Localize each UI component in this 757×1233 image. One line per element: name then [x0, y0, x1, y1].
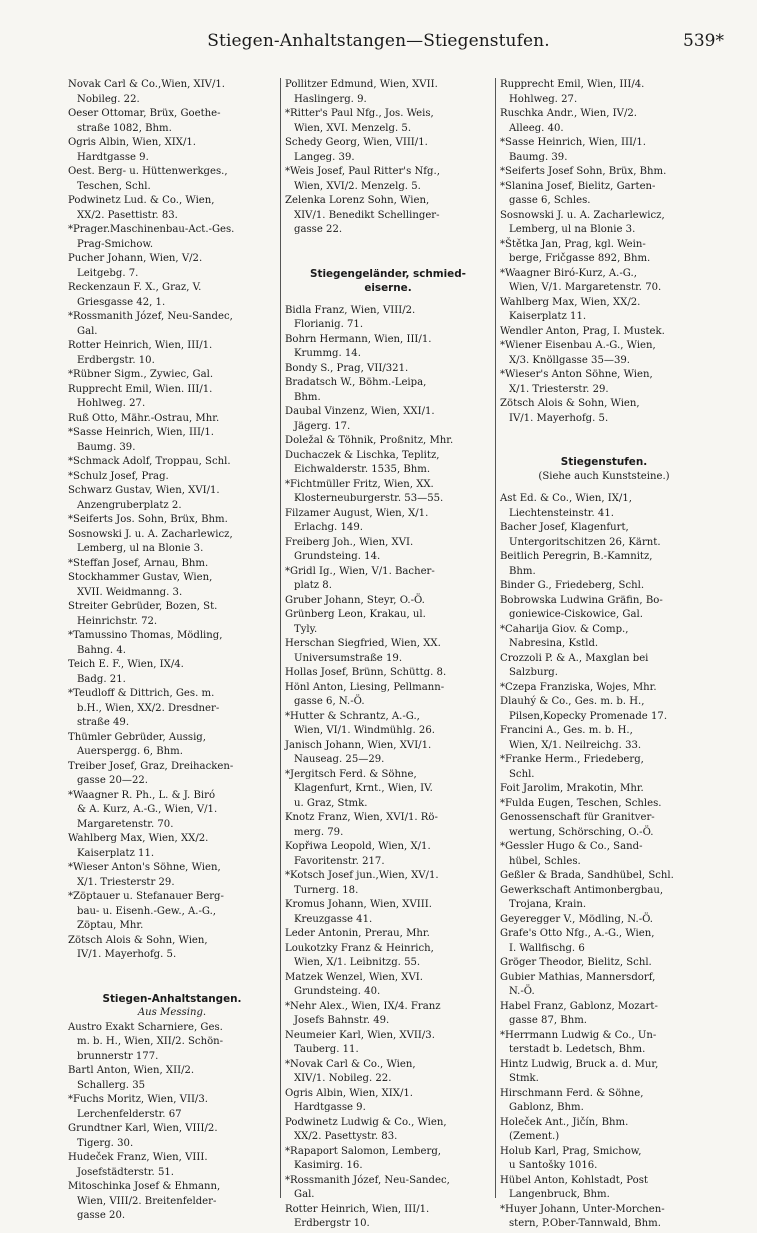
entry-continuation: Wien, V/1. Margaretenstr. 70. — [509, 282, 662, 293]
entry-line: Bondy S., Prag, VII/321. — [285, 362, 409, 374]
entry-line: Holub Karl, Prag, Smichow, — [500, 1145, 642, 1157]
entry-line: Ast Ed. & Co., Wien, IX/1, — [500, 493, 632, 504]
entry-line: Gewerkschaft Antimonbergbau, — [500, 884, 664, 896]
entry-line: Stockhammer Gustav, Wien, — [68, 572, 213, 583]
entry-continuation: terstadt b. Ledetsch, Bhm. — [509, 1044, 646, 1055]
entry-continuation: Hardtgasse 9. — [77, 151, 149, 163]
entry-line: Hudeček Franz, Wien, VIII. — [68, 1152, 208, 1163]
entry-line: Zötsch Alois & Sohn, Wien, — [500, 398, 640, 409]
column-rule — [280, 78, 281, 1198]
entry-line: *Rübner Sigm., Zywiec, Gal. — [68, 369, 214, 380]
entry-line: Treiber Josef, Graz, Dreihacken- — [68, 760, 234, 772]
entry-continuation: XX/2. Pasettistr. 83. — [77, 209, 178, 221]
entry-continuation: Zöptau, Mhr. — [77, 920, 144, 931]
entry-line: *Schmack Adolf, Troppau, Schl. — [68, 456, 231, 467]
entry-continuation: gasse 6, N.-Ö. — [294, 696, 365, 707]
entry-continuation: Wien, X/1. Leibnitzg. 55. — [294, 957, 421, 968]
entry-continuation: Schl. — [509, 768, 535, 780]
entry-line: *Zöptauer u. Stefanauer Berg- — [68, 891, 224, 902]
entry-continuation: Erlachg. 149. — [294, 522, 363, 533]
entry-line: *Tamussino Thomas, Mödling, — [68, 630, 223, 641]
entry-continuation: Baumg. 39. — [77, 441, 136, 453]
spacer — [500, 441, 708, 456]
entry-continuation: X/3. Knöllgasse 35—39. — [509, 354, 631, 366]
entry-line: *Rossmanith Józef, Neu-Sandec, — [68, 311, 233, 322]
entry-line: *Ritter's Paul Nfg., Jos. Weis, — [285, 108, 434, 119]
entry-line: Leder Antonin, Prerau, Mhr. — [285, 928, 430, 939]
entry-line: Freiberg Joh., Wien, XVI. — [285, 536, 414, 548]
entry-continuation: X/1. Triesterstr 29. — [77, 876, 175, 888]
entry-continuation: hübel, Schles. — [509, 855, 581, 867]
entry-line: Wahlberg Max, Wien, XX/2. — [68, 833, 209, 844]
entry-line: Ogris Albin, Wien, XIX/1. — [68, 137, 197, 148]
entry-line: Matzek Wenzel, Wien, XVI. — [285, 971, 423, 983]
entry-line: *Jergitsch Ferd. & Söhne, — [285, 768, 417, 780]
entry-continuation: Nobileg. 22. — [77, 93, 140, 105]
entry-line: Hollas Josef, Brünn, Schüttg. 8. — [285, 667, 447, 678]
entry-continuation: Wien, XVI/2. Menzelg. 5. — [294, 180, 421, 192]
entry-continuation: Gal. — [77, 325, 98, 337]
entry-continuation: Haslingerg. 9. — [294, 93, 367, 105]
entry-line: Austro Exakt Scharniere, Ges. — [68, 1021, 223, 1033]
entry-line: Bobrowska Ludwina Gräfin, Bo- — [500, 594, 663, 606]
section-heading: Stiegenstufen. — [560, 456, 648, 468]
entry-line: Neumeier Karl, Wien, XVII/3. — [285, 1029, 435, 1041]
entry-line: Hirschmann Ferd. & Söhne, — [500, 1087, 644, 1099]
entry-line: Sosnowski J. u. A. Zacharlewicz, — [500, 209, 665, 221]
entry-continuation: u Santošky 1016. — [509, 1160, 598, 1171]
entry-continuation: gasse 20—22. — [77, 775, 149, 786]
entry-line: Gröger Theodor, Bielitz, Schl. — [500, 957, 652, 968]
entry-continuation: Badg. 21. — [77, 673, 126, 685]
entry-continuation: Kaiserplatz 11. — [77, 847, 155, 859]
entry-line: Ruß Otto, Mähr.-Ostrau, Mhr. — [68, 412, 220, 424]
entry-line: Rupprecht Emil, Wien. III/1. — [68, 383, 213, 395]
entry-continuation: Bhm. — [509, 565, 536, 577]
entry-continuation: Florianig. 71. — [294, 319, 364, 330]
column-3 — [500, 78, 708, 1229]
entry-line: *Wiener Eisenbau A.-G., Wien, — [500, 340, 656, 351]
entry-line: Beitlich Peregrin, B.-Kamnitz, — [500, 551, 653, 562]
entry-continuation: Prag-Smichow. — [77, 238, 154, 250]
entry-line: Novak Carl & Co.,Wien, XIV/1. — [68, 79, 225, 90]
entry-line: *Waagner Biró-Kurz, A.-G., — [500, 267, 637, 279]
entry-line: Hönl Anton, Liesing, Pellmann- — [285, 681, 445, 693]
spacer — [68, 963, 276, 978]
entry-continuation: Leitgebg. 7. — [77, 267, 139, 279]
entry-continuation: Teschen, Schl. — [77, 180, 151, 192]
entry-continuation: I. Wallfischg. 6 — [509, 942, 585, 954]
entry-continuation: Auerspergg. 6, Bhm. — [77, 746, 183, 757]
entry-continuation: Alleeg. 40. — [509, 122, 564, 134]
entry-line: Francini A., Ges. m. b. H., — [500, 725, 633, 736]
entry-line: Wendler Anton, Prag, I. Mustek. — [500, 325, 665, 337]
entry-continuation: stern, P.Ober-Tannwald, Bhm. — [509, 1218, 661, 1229]
entry-continuation: Erdbergstr. 10. — [77, 354, 155, 366]
entry-line: Loukotzky Franz & Heinrich, — [285, 942, 434, 954]
entry-line: *Rossmanith Józef, Neu-Sandec, — [285, 1174, 450, 1186]
entry-continuation: goniewice-Ciskowice, Gal. — [509, 609, 643, 620]
entry-continuation: Bhm. — [294, 391, 321, 403]
entry-line: *Seiferts Jos. Sohn, Brüx, Bhm. — [68, 514, 228, 525]
entry-continuation: IV/1. Mayerhofg. 5. — [509, 412, 609, 424]
entry-line: Schwarz Gustav, Wien, XVI/1. — [68, 485, 220, 496]
entry-line: Daubal Vinzenz, Wien, XXI/1. — [285, 406, 435, 417]
entry-continuation: Grundsteing. 40. — [294, 986, 381, 997]
entry-line: *Hutter & Schrantz, A.-G., — [285, 710, 420, 722]
section-heading: Stiegen-Anhaltstangen. — [102, 992, 242, 1005]
entry-line: Reckenzaun F. X., Graz, V. — [68, 282, 202, 293]
entry-line: *Wieser's Anton Söhne, Wien, — [500, 369, 653, 380]
entry-continuation: Turnerg. 18. — [294, 884, 359, 896]
entry-line: Geßler & Brada, Sandhübel, Schl. — [500, 870, 674, 881]
entry-line: Zötsch Alois & Sohn, Wien, — [68, 934, 208, 946]
entry-continuation: gasse 6, Schles. — [509, 195, 591, 206]
entry-line: *Fuchs Moritz, Wien, VII/3. — [68, 1094, 208, 1105]
entry-line: *Teudloff & Dittrich, Ges. m. — [68, 688, 215, 699]
entry-continuation: Heinrichstr. 72. — [77, 615, 158, 627]
entry-line: Dlauhý & Co., Ges. m. b. H., — [500, 696, 645, 707]
entry-continuation: XX/2. Pasettystr. 83. — [294, 1131, 398, 1142]
entry-continuation: Bahng. 4. — [77, 644, 126, 656]
entry-line: Foit Jarolim, Mrakotin, Mhr. — [500, 783, 644, 794]
entry-continuation: Kreuzgasse 41. — [294, 913, 373, 925]
entry-continuation: Griesgasse 42, 1. — [77, 296, 166, 308]
column-rule — [495, 78, 496, 1198]
entry-continuation: & A. Kurz, A.-G., Wien, V/1. — [77, 804, 218, 815]
entry-line: Ruschka Andr., Wien, IV/2. — [500, 108, 637, 119]
entry-continuation: Josefstädterstr. 51. — [77, 1166, 175, 1178]
entry-continuation: Schallerg. 35 — [77, 1079, 146, 1091]
entry-line: *Rapaport Salomon, Lemberg, — [285, 1145, 441, 1157]
entry-line: *Gridl Ig., Wien, V/1. Bacher- — [285, 565, 435, 577]
entry-continuation: Tauberg. 11. — [294, 1044, 359, 1055]
section-heading: eiserne. — [364, 282, 412, 294]
spacer — [68, 977, 276, 992]
entry-continuation: X/1. Triesterstr. 29. — [509, 383, 609, 395]
entry-line: *Huyer Johann, Unter-Morchen- — [500, 1203, 665, 1215]
entry-continuation: Universumstraße 19. — [294, 652, 403, 664]
entry-continuation: Erdbergstr 10. — [294, 1218, 370, 1229]
entry-line: Geyeregger V., Mödling, N.-Ö. — [500, 913, 653, 925]
entry-line: *Fichtmüller Fritz, Wien, XX. — [285, 478, 434, 490]
entry-line: Grundtner Karl, Wien, VIII/2. — [68, 1123, 218, 1134]
entry-line: Kromus Johann, Wien, XVIII. — [285, 899, 432, 910]
entry-line: *Steffan Josef, Arnau, Bhm. — [68, 557, 209, 569]
entry-line: *Sasse Heinrich, Wien, III/1. — [68, 427, 214, 438]
entry-continuation: straße 49. — [77, 717, 130, 728]
entry-line: Kopřiwa Leopold, Wien, X/1. — [285, 841, 431, 852]
entry-line: *Novak Carl & Co., Wien, — [285, 1058, 416, 1070]
entry-continuation: XIV/1. Benedikt Schellinger- — [294, 209, 440, 221]
entry-continuation: gasse 87, Bhm. — [509, 1015, 587, 1026]
entry-line: Grafe's Otto Nfg., A.-G., Wien, — [500, 928, 655, 939]
entry-line: Ogris Albin, Wien, XIX/1. — [285, 1087, 414, 1099]
entry-line: *Wieser Anton's Söhne, Wien, — [68, 862, 221, 873]
spacer — [285, 238, 491, 253]
entry-continuation: berge, Fričgasse 892, Bhm. — [509, 253, 651, 264]
entry-continuation: Untergoritschitzen 26, Kärnt. — [509, 536, 661, 548]
entry-continuation: Lerchenfelderstr. 67 — [77, 1108, 182, 1120]
entry-line: Schedy Georg, Wien, VIII/1. — [285, 137, 428, 148]
section-note: (Siehe auch Kunststeine.) — [538, 470, 670, 482]
entry-line: Oest. Berg- u. Hüttenwerkges., — [68, 166, 228, 177]
entry-line: Hintz Ludwig, Bruck a. d. Mur, — [500, 1058, 659, 1070]
entry-line: Genossenschaft für Granitver- — [500, 812, 655, 823]
entry-line: *Caharija Giov. & Comp., — [500, 623, 629, 635]
entry-line: Herschan Siegfried, Wien, XX. — [285, 638, 441, 649]
entry-line: Gruber Johann, Steyr, O.-Ö. — [285, 594, 425, 606]
entry-line: *Fulda Eugen, Teschen, Schles. — [500, 797, 662, 809]
entry-continuation: XIV/1. Nobileg. 22. — [294, 1073, 392, 1084]
entry-continuation: bau- u. Eisenh.-Gew., A.-G., — [77, 905, 217, 917]
entry-line: Podwinetz Ludwig & Co., Wien, — [285, 1116, 447, 1128]
entry-line: Sosnowski J. u. A. Zacharlewicz, — [68, 528, 233, 540]
entry-line: Filzamer August, Wien, X/1. — [285, 507, 429, 519]
entry-line: *Franke Herm., Friedeberg, — [500, 754, 644, 765]
entry-continuation: Pilsen,Kopecky Promenade 17. — [509, 710, 668, 722]
entry-line: *Kotsch Josef jun.,Wien, XV/1. — [285, 870, 439, 881]
entry-line: *Waagner R. Ph., L. & J. Biró — [68, 789, 216, 801]
entry-continuation: Kaiserplatz 11. — [509, 311, 587, 322]
entry-continuation: u. Graz, Stmk. — [294, 797, 368, 809]
entry-line: *Slanina Josef, Bielitz, Garten- — [500, 180, 656, 192]
entry-line: *Prager.Maschinenbau-Act.-Ges. — [68, 224, 235, 235]
entry-continuation: Salzburg. — [509, 667, 558, 678]
page-number: 539* — [683, 31, 724, 51]
entry-line: Grünberg Leon, Krakau, ul. — [285, 609, 426, 620]
entry-line: *Nehr Alex., Wien, IX/4. Franz — [285, 1000, 441, 1012]
entry-continuation: b.H., Wien, XX/2. Dresdner- — [77, 702, 220, 714]
entry-continuation: Liechtensteinstr. 41. — [509, 507, 614, 519]
spacer — [285, 252, 491, 267]
entry-continuation: (Zement.) — [509, 1131, 560, 1142]
section-heading: Stiegengeländer, schmied- — [310, 267, 466, 280]
entry-continuation: Margaretenstr. 70. — [77, 818, 174, 830]
entry-line: Doležal & Töhnik, Proßnitz, Mhr. — [285, 435, 454, 446]
entry-line: Thümler Gebrüder, Aussig, — [68, 731, 206, 743]
entry-continuation: Eichwalderstr. 1535, Bhm. — [294, 464, 431, 475]
entry-continuation: Klagenfurt, Krnt., Wien, IV. — [294, 783, 433, 794]
entry-continuation: Klosterneuburgerstr. 53—55. — [294, 493, 444, 504]
entry-line: *Gessler Hugo & Co., Sand- — [500, 841, 643, 852]
entry-continuation: merg. 79. — [294, 826, 344, 838]
entry-continuation: Favoritenstr. 217. — [294, 855, 385, 867]
entry-continuation: Wien, VIII/2. Breitenfelder- — [77, 1195, 217, 1207]
entry-line: Zelenka Lorenz Sohn, Wien, — [285, 195, 430, 206]
entry-line: Pucher Johann, Wien, V/2. — [68, 253, 203, 264]
entry-line: Bohrn Hermann, Wien, III/1. — [285, 333, 432, 345]
entry-line: *Schulz Josef, Prag. — [68, 470, 169, 482]
entry-continuation: Baumg. 39. — [509, 151, 568, 163]
entry-line: *Weis Josef, Paul Ritter's Nfg., — [285, 166, 440, 177]
entry-continuation: Lemberg, ul na Blonie 3. — [77, 543, 204, 554]
entry-line: Gubier Mathias, Mannersdorf, — [500, 971, 656, 983]
entry-continuation: brunnerstr 177. — [77, 1050, 159, 1062]
entry-continuation: N.-Ö. — [509, 986, 535, 997]
entry-continuation: platz 8. — [294, 580, 332, 591]
entry-line: Binder G., Friedeberg, Schl. — [500, 580, 645, 591]
entry-line: Rupprecht Emil, Wien, III/4. — [500, 79, 645, 90]
entry-line: Holeček Ant., Jičín, Bhm. — [500, 1116, 629, 1128]
entry-continuation: Nauseag. 25—29. — [294, 754, 385, 765]
entry-continuation: straße 1082, Bhm. — [77, 122, 172, 134]
entry-continuation: Langenbruck, Bhm. — [509, 1189, 610, 1200]
entry-line: Rotter Heinrich, Wien, III/1. — [68, 340, 213, 351]
entry-continuation: Krummg. 14. — [294, 348, 361, 359]
spacer — [500, 426, 708, 441]
entry-line: *Štětka Jan, Prag, kgl. Wein- — [500, 238, 646, 250]
entry-line: *Sasse Heinrich, Wien, III/1. — [500, 137, 646, 148]
entry-line: Teich E. F., Wien, IX/4. — [68, 659, 184, 670]
entry-continuation: Lemberg, ul na Blonie 3. — [509, 224, 636, 235]
entry-continuation: Nabresina, Kstld. — [509, 638, 599, 649]
entry-continuation: IV/1. Mayerhofg. 5. — [77, 949, 177, 960]
entry-line: Wahlberg Max, Wien, XX/2. — [500, 296, 641, 308]
entry-continuation: Grundsteing. 14. — [294, 551, 381, 562]
entry-continuation: Kasimirg. 16. — [294, 1160, 363, 1171]
entry-continuation: Gablonz, Bhm. — [509, 1102, 584, 1113]
entry-line: Janisch Johann, Wien, XVI/1. — [285, 739, 432, 751]
entry-line: Bartl Anton, Wien, XII/2. — [68, 1065, 195, 1076]
entry-continuation: Stmk. — [509, 1073, 539, 1084]
entry-line: Bradatsch W., Böhm.-Leipa, — [285, 377, 427, 388]
entry-line: Hübel Anton, Kohlstadt, Post — [500, 1174, 648, 1186]
entry-continuation: Hohlweg. 27. — [509, 93, 578, 105]
entry-line: *Seiferts Josef Sohn, Brüx, Bhm. — [500, 166, 667, 177]
entry-continuation: Tyly. — [294, 623, 318, 635]
entry-continuation: XVII. Weidmanng. 3. — [77, 586, 183, 598]
entry-continuation: gasse 20. — [77, 1210, 126, 1221]
entry-continuation: wertung, Schörsching, O.-Ö. — [509, 826, 654, 838]
entry-line: Habel Franz, Gablonz, Mozart- — [500, 1000, 658, 1012]
entry-continuation: Wien, XVI. Menzelg. 5. — [294, 122, 412, 134]
entry-continuation: Hardtgasse 9. — [294, 1102, 366, 1113]
entry-line: Mitoschinka Josef & Ehmann, — [68, 1181, 221, 1192]
entry-continuation: Hohlweg. 27. — [77, 398, 146, 409]
entry-line: Duchaczek & Lischka, Teplitz, — [285, 449, 440, 461]
entry-line: Podwinetz Lud. & Co., Wien, — [68, 195, 215, 206]
entry-line: Streiter Gebrüder, Bozen, St. — [68, 601, 218, 612]
entry-line: *Herrmann Ludwig & Co., Un- — [500, 1029, 657, 1041]
spacer — [500, 484, 708, 492]
column-2 — [285, 78, 491, 1229]
entry-line: Rotter Heinrich, Wien, III/1. — [285, 1203, 430, 1215]
entry-continuation: Langeg. 39. — [294, 151, 355, 163]
entry-continuation: Tigerg. 30. — [77, 1137, 134, 1149]
entry-continuation: Trojana, Krain. — [509, 899, 587, 910]
entry-continuation: Wien, VI/1. Windmühlg. 26. — [294, 725, 435, 736]
entry-line: Pollitzer Edmund, Wien, XVII. — [285, 79, 438, 90]
spacer — [285, 296, 491, 304]
entry-continuation: Josefs Bahnstr. 49. — [294, 1015, 390, 1026]
entry-continuation: Jägerg. 17. — [294, 420, 351, 432]
entry-line: Crozzoli P. & A., Maxglan bei — [500, 652, 649, 664]
section-subheading: Aus Messing. — [137, 1007, 207, 1018]
entry-continuation: gasse 22. — [294, 224, 343, 235]
entry-line: Bacher Josef, Klagenfurt, — [500, 522, 629, 533]
entry-line: Oeser Ottomar, Brüx, Goethe- — [68, 108, 221, 119]
entry-line: Knotz Franz, Wien, XVI/1. Rö- — [285, 812, 438, 823]
running-title: Stiegen-Anhaltstangen—Stiegenstufen. — [207, 31, 550, 51]
entry-line: *Czepa Franziska, Wojes, Mhr. — [500, 681, 657, 693]
entry-continuation: Anzengruberplatz 2. — [77, 499, 182, 511]
entry-continuation: Wien, X/1. Neilreichg. 33. — [509, 739, 642, 751]
column-1 — [68, 78, 276, 1221]
entry-continuation: m. b. H., Wien, XII/2. Schön- — [77, 1036, 224, 1047]
entry-continuation: Gal. — [294, 1189, 315, 1200]
entry-line: Bidla Franz, Wien, VIII/2. — [285, 304, 416, 316]
